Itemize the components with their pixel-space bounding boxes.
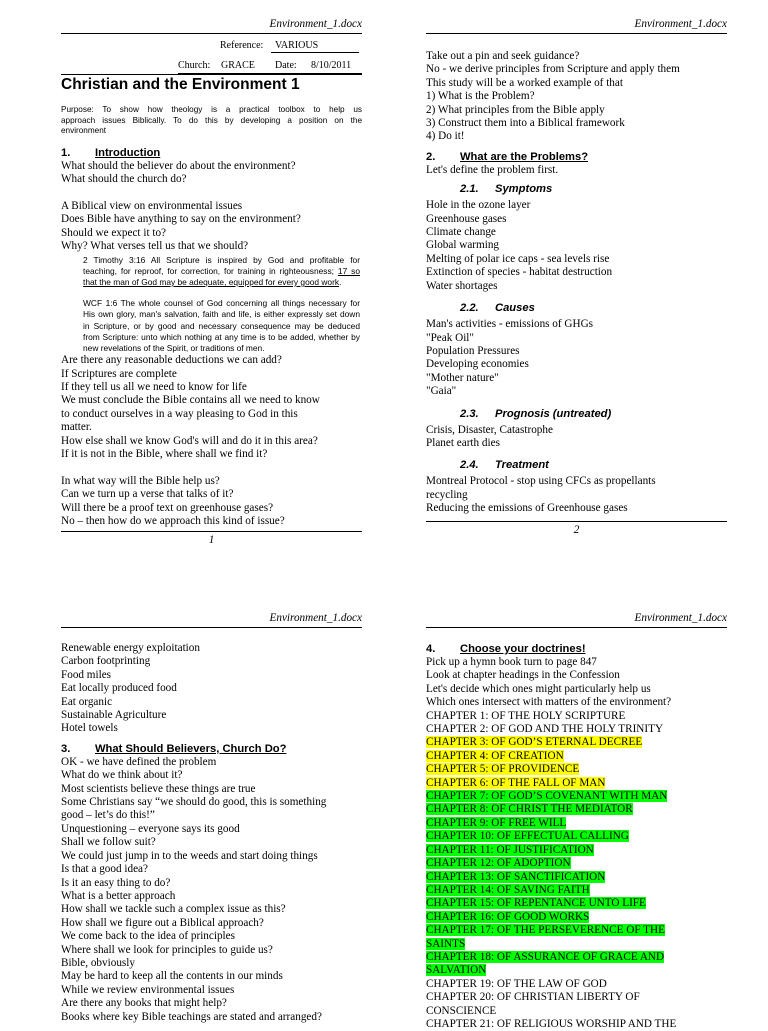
- chapter-text: CHAPTER 14: OF SAVING FAITH: [426, 883, 590, 896]
- quote-line: His own glory, man's salvation, faith and life, is either expressly set down: [83, 309, 360, 320]
- chapter-line: [426, 830, 727, 843]
- quote-text: .: [339, 277, 342, 288]
- text-line: Some Christians say “we should do good, this is something: [61, 796, 327, 809]
- chapter-line: [426, 803, 727, 816]
- text-line: We come back to the idea of principles: [61, 930, 235, 943]
- text-line: Is that a good idea?: [61, 863, 148, 876]
- text-line: OK - we have defined the problem: [61, 755, 217, 768]
- page-2: [426, 18, 727, 537]
- chapter-text: CHAPTER 21: OF RELIGIOUS WORSHIP AND THE: [426, 1017, 677, 1030]
- blank-line: [61, 187, 362, 200]
- list-item: Extinction of species - habitat destruction: [426, 266, 613, 279]
- text-line: Can we turn up a verse that talks of it?: [61, 488, 234, 501]
- quote-line: [83, 266, 360, 277]
- chapter-line: [426, 1018, 727, 1031]
- subsection-number: 2.1.: [460, 183, 479, 196]
- church-label: Church:: [178, 60, 211, 71]
- list-item: Montreal Protocol - stop using CFCs as propellants: [426, 475, 656, 488]
- list-item: Food miles: [61, 668, 112, 681]
- page-header: Environment_1.docx: [426, 612, 727, 628]
- section-1-heading: [61, 146, 362, 160]
- list-item: Global warming: [426, 239, 500, 252]
- text-line: In what way will the Bible help us?: [61, 474, 220, 487]
- text-line: Does Bible have anything to say on the environment?: [61, 213, 301, 226]
- list-item: Greenhouse gases: [426, 212, 507, 225]
- section-title: What Should Believers, Church Do?: [95, 742, 287, 755]
- section-number: 3.: [61, 742, 71, 755]
- list-item: "Peak Oil": [426, 331, 474, 344]
- chapter-text: CHAPTER 5: OF PROVIDENCE: [426, 763, 580, 776]
- quote-line: 2 Timothy 3:16 All Scripture is inspired by God and profitable for: [83, 254, 360, 265]
- chapter-text: SAINTS: [426, 937, 466, 950]
- chapter-line: [426, 991, 727, 1004]
- subsection-symptoms-heading: [426, 182, 727, 196]
- list-item: Planet earth dies: [426, 436, 500, 449]
- text-line: What should the church do?: [61, 173, 187, 186]
- text-line: Which ones intersect with matters of the environment?: [426, 696, 672, 709]
- page-header: Environment_1.docx: [61, 18, 362, 34]
- title-rule: [61, 74, 362, 75]
- list-item: Hotel towels: [61, 722, 118, 735]
- chapter-text: CHAPTER 16: OF GOOD WORKS: [426, 910, 590, 923]
- chapter-text: CHAPTER 4: OF CREATION: [426, 749, 564, 762]
- purpose-paragraph: [61, 105, 362, 137]
- purpose-line: environment: [61, 126, 107, 136]
- chapter-line: [426, 723, 727, 736]
- church-date-row: [61, 60, 362, 74]
- subsection-title: Treatment: [495, 459, 549, 472]
- chapter-line: [426, 790, 727, 803]
- list-item: Hole in the ozone layer: [426, 199, 531, 212]
- chapter-line: [426, 884, 727, 897]
- text-line: Where shall we look for principles to guide us?: [61, 943, 273, 956]
- text-line: 3) Construct them into a Biblical framework: [426, 117, 625, 130]
- chapter-line: [426, 897, 727, 910]
- chapter-list: [426, 710, 727, 1031]
- section-title: Introduction: [95, 146, 161, 159]
- text-line: Should we expect it to?: [61, 226, 167, 239]
- reference-value-text: VARIOUS: [275, 40, 319, 51]
- text-line: No – then how do we approach this kind of issue?: [61, 515, 285, 528]
- chapter-text: CHAPTER 13: OF SANCTIFICATION: [426, 870, 606, 883]
- text-line: Books where key Bible teachings are stated and arranged?: [61, 1010, 322, 1023]
- subsection-number: 2.3.: [460, 407, 479, 420]
- text-line: 4) Do it!: [426, 130, 465, 143]
- text-line: How else shall we know God's will and do it in this area?: [61, 434, 318, 447]
- text-line: Let's decide which ones might particularly help us: [426, 682, 651, 695]
- chapter-text: CHAPTER 15: OF REPENTANCE UNTO LIFE: [426, 897, 646, 910]
- chapter-text: CHAPTER 9: OF FREE WILL: [426, 816, 567, 829]
- chapter-line: [426, 777, 727, 790]
- chapter-text: CHAPTER 19: OF THE LAW OF GOD: [426, 977, 607, 990]
- chapter-text: CHAPTER 3: OF GOD’S ETERNAL DECREE: [426, 736, 643, 749]
- chapter-line: [426, 964, 727, 977]
- chapter-text: CHAPTER 11: OF JUSTIFICATION: [426, 843, 594, 856]
- text-line: If Scriptures are complete: [61, 367, 177, 380]
- text-line: May be hard to keep all the contents in our minds: [61, 970, 283, 983]
- list-item: Reducing the emissions of Greenhouse gases: [426, 502, 628, 515]
- list-item: Sustainable Agriculture: [61, 709, 167, 722]
- text-line: We must conclude the Bible contains all we need to know: [61, 394, 320, 407]
- text-line: Are there any books that might help?: [61, 997, 227, 1010]
- text-line: to conduct ourselves in a way pleasing to God in this: [61, 407, 298, 420]
- chapter-line: [426, 736, 727, 749]
- text-line: matter.: [61, 421, 92, 434]
- chapter-text: CHAPTER 10: OF EFFECTUAL CALLING: [426, 830, 629, 843]
- chapter-line: [426, 844, 727, 857]
- chapter-line: [426, 871, 727, 884]
- text-line: No - we derive principles from Scripture and apply them: [426, 63, 680, 76]
- list-item: Melting of polar ice caps - sea levels rise: [426, 252, 610, 265]
- purpose-line: Purpose: To show how theology is a practical toolbox to help us: [61, 105, 362, 114]
- text-line: We could just jump in to the weeds and start doing things: [61, 849, 318, 862]
- text-line: Look at chapter headings in the Confession: [426, 669, 620, 682]
- quote-line: new revelations of the Spirit, or traditions of men.: [83, 343, 265, 354]
- list-item: Renewable energy exploitation: [61, 642, 200, 654]
- text-line: Pick up a hymn book turn to page 847: [426, 656, 597, 668]
- quote-line: from Scripture: unto which nothing at any time is to be added, whether by: [83, 331, 360, 342]
- list-item: Man's activities - emissions of GHGs: [426, 318, 594, 331]
- chapter-line: [426, 710, 727, 723]
- chapter-line: [426, 750, 727, 763]
- page-header: Environment_1.docx: [426, 18, 727, 34]
- subsection-number: 2.4.: [460, 459, 479, 472]
- list-item: Crisis, Disaster, Catastrophe: [426, 423, 553, 436]
- list-item: Population Pressures: [426, 344, 520, 357]
- chapter-line: [426, 951, 727, 964]
- quote-underlined: 17 so: [337, 265, 360, 276]
- chapter-line: [426, 763, 727, 776]
- list-item: "Gaia": [426, 385, 457, 398]
- chapter-line: [426, 857, 727, 870]
- chapter-text: CHAPTER 18: OF ASSURANCE OF GRACE AND: [426, 950, 665, 963]
- reference-value: [271, 40, 359, 53]
- document-title: Christian and the Environment 1: [61, 76, 300, 93]
- text-line: What should the believer do about the environment?: [61, 159, 296, 172]
- list-item: recycling: [426, 488, 468, 501]
- page-number: 2: [573, 523, 580, 536]
- chapter-text: CHAPTER 17: OF THE PERSEVERENCE OF THE: [426, 924, 665, 937]
- chapter-line: [426, 911, 727, 924]
- text-line: Unquestioning – everyone says its good: [61, 822, 240, 835]
- chapter-text: CHAPTER 7: OF GOD’S COVENANT WITH MAN: [426, 790, 668, 803]
- church-value: GRACE: [221, 60, 255, 71]
- blank-line: [61, 462, 362, 475]
- page-footer: [426, 521, 727, 537]
- text-line: If it is not in the Bible, where shall we find it?: [61, 448, 268, 461]
- chapter-text: CHAPTER 8: OF CHRIST THE MEDIATOR: [426, 803, 633, 816]
- chapter-line: [426, 1005, 727, 1018]
- chapter-text: CHAPTER 1: OF THE HOLY SCRIPTURE: [426, 709, 626, 722]
- chapter-line: [426, 817, 727, 830]
- purpose-line: approach issues Biblically. To do this by developing a position on the: [61, 115, 362, 125]
- text-line: If they tell us all we need to know for life: [61, 381, 247, 394]
- subsection-title: Prognosis (untreated): [495, 407, 612, 420]
- text-line: What do we think about it?: [61, 769, 183, 782]
- page-number: 1: [208, 533, 215, 546]
- page-1: [61, 18, 362, 547]
- text-line: Take out a pin and seek guidance?: [426, 50, 580, 62]
- chapter-line: [426, 924, 727, 937]
- text-line: Bible, obviously: [61, 956, 135, 969]
- text-line: A Biblical view on environmental issues: [61, 200, 243, 212]
- confession-quote-wcf: [61, 298, 362, 354]
- chapter-text: CHAPTER 20: OF CHRISTIAN LIBERTY OF: [426, 991, 640, 1004]
- section-title: What are the Problems?: [460, 150, 589, 163]
- list-item: Carbon footprinting: [61, 655, 151, 668]
- page-footer: [61, 531, 362, 547]
- text-line: What is a better approach: [61, 889, 176, 902]
- text-line: good – let’s do this!”: [61, 809, 155, 822]
- text-line: This study will be a worked example of that: [426, 76, 623, 89]
- subsection-title: Causes: [495, 302, 535, 315]
- reference-row: [61, 38, 362, 60]
- subsection-causes-heading: [426, 301, 727, 315]
- list-item: Climate change: [426, 226, 496, 239]
- subsection-number: 2.2.: [460, 302, 479, 315]
- list-item: Eat organic: [61, 695, 113, 708]
- list-item: Eat locally produced food: [61, 682, 177, 695]
- list-item: "Mother nature": [426, 371, 499, 384]
- page-4: [426, 612, 727, 1031]
- quote-underlined: that the man of God may be adequate, equipped for every good work: [83, 277, 340, 288]
- text-line: 1) What is the Problem?: [426, 90, 535, 103]
- chapter-text: CHAPTER 12: OF ADOPTION: [426, 857, 571, 870]
- section-4-heading: [426, 642, 727, 656]
- text-line: 2) What principles from the Bible apply: [426, 103, 605, 116]
- quote-line: [83, 277, 360, 288]
- subsection-prognosis-heading: [426, 407, 727, 421]
- page-header: Environment_1.docx: [61, 612, 362, 628]
- text-line: Shall we follow suit?: [61, 836, 156, 849]
- quote-line: in Scripture, or by good and necessary consequence may be deduced: [83, 320, 360, 331]
- date-label: Date:: [275, 60, 297, 71]
- text-line: Are there any reasonable deductions we can add?: [61, 354, 282, 367]
- section-2-heading: [426, 150, 727, 164]
- chapter-line: [426, 938, 727, 951]
- text-line: Why? What verses tell us that we should?: [61, 240, 249, 253]
- text-line: Most scientists believe these things are true: [61, 782, 256, 795]
- chapter-text: CONSCIENCE: [426, 1004, 497, 1017]
- list-item: Developing economies: [426, 358, 529, 371]
- chapter-text: SALVATION: [426, 964, 487, 977]
- reference-label: Reference:: [220, 40, 264, 51]
- list-item: Water shortages: [426, 279, 498, 292]
- scripture-quote-2tim: [61, 255, 362, 289]
- subsection-title: Symptoms: [495, 183, 553, 196]
- section-3-heading: [61, 742, 362, 756]
- text-line: Will there be a proof text on greenhouse gases?: [61, 501, 274, 514]
- section-number: 1.: [61, 146, 71, 159]
- quote-text: teaching, for reproof, for correction, for training in righteousness;: [83, 265, 338, 276]
- text-line: While we review environmental issues: [61, 983, 235, 996]
- text-line: How shall we figure out a Biblical approach?: [61, 916, 264, 929]
- date-value: 8/10/2011: [311, 60, 352, 71]
- text-line: How shall we tackle such a complex issue as this?: [61, 903, 286, 916]
- subsection-treatment-heading: [426, 458, 727, 472]
- church-date-rule: [178, 73, 362, 74]
- chapter-text: CHAPTER 6: OF THE FALL OF MAN: [426, 776, 606, 789]
- section-number: 4.: [426, 643, 436, 655]
- text-line: Is it an easy thing to do?: [61, 876, 171, 889]
- chapter-line: [426, 978, 727, 991]
- quote-line: WCF 1:6 The whole counsel of God concerning all things necessary for: [83, 298, 360, 309]
- section-number: 2.: [426, 150, 436, 163]
- chapter-text: CHAPTER 2: OF GOD AND THE HOLY TRINITY: [426, 723, 664, 736]
- section-title: Choose your doctrines!: [460, 643, 586, 655]
- page-3: [61, 612, 362, 1024]
- text-line: Let's define the problem first.: [426, 163, 559, 176]
